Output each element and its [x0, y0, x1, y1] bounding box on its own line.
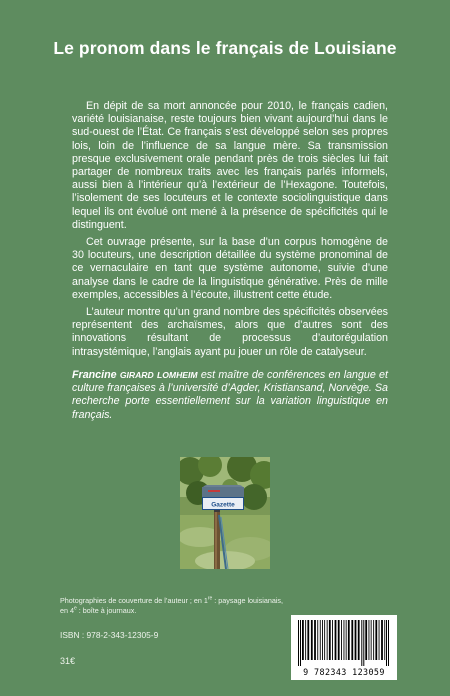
- barcode-digits: 9 782343 123059: [303, 667, 385, 677]
- mailbox-photo: [180, 457, 270, 569]
- author-bio: [72, 369, 388, 422]
- photo-credits: [60, 596, 300, 615]
- barcode-bar: [327, 620, 328, 660]
- book-title: Le pronom dans le français de Louisiane: [53, 38, 397, 58]
- barcode-bar: [300, 620, 301, 666]
- barcode-bar: [358, 620, 360, 660]
- author-name: [72, 369, 198, 381]
- barcode-bar: [332, 620, 333, 660]
- barcode-bar: [363, 620, 364, 666]
- barcode-bar: [365, 620, 367, 660]
- barcode-bar: [355, 620, 357, 660]
- barcode-bar: [361, 620, 362, 666]
- barcode-bar: [311, 620, 313, 660]
- barcode-bar: [346, 620, 347, 660]
- barcode-bar: [351, 620, 353, 660]
- mailbox-photo-illustration: [180, 457, 270, 569]
- barcode-bar: [344, 620, 345, 660]
- barcode-bar: [386, 620, 387, 666]
- barcode-bar: [322, 620, 323, 660]
- barcode-bar: [381, 620, 383, 660]
- isbn: ISBN : 978-2-343-12305-9: [60, 630, 159, 640]
- credits-line-1: Photographies de couverture de l’auteur ; en 1re : paysage louisianais,: [60, 595, 284, 605]
- barcode-bar: [305, 620, 306, 660]
- barcode-bar: [298, 620, 299, 666]
- barcode-bar: [317, 620, 318, 660]
- barcode-bar: [338, 620, 340, 660]
- barcode-bar: [329, 620, 331, 660]
- blurb: [72, 100, 388, 363]
- mailbox-label: Gazette: [211, 501, 235, 509]
- barcode-bar: [375, 620, 377, 660]
- barcode-bar: [307, 620, 309, 660]
- barcode: [291, 615, 397, 680]
- barcode-bar: [369, 620, 370, 660]
- barcode-bar: [379, 620, 380, 660]
- barcode-bar: [371, 620, 372, 660]
- price: 31€: [60, 656, 76, 666]
- blurb-paragraph: L’auteur montre qu’un grand nombre des spécificités observées représentent des archaïsmes, alors que d’autres sont des innovations résultant de processus d’autorégulation intrasystémique, l’anglais ayant pu jouer un rôle de catalyseur.: [72, 306, 388, 358]
- barcode-bar: [341, 620, 342, 660]
- barcode-bar: [324, 620, 325, 660]
- credits-line-2: en 4e : boîte à journaux.: [60, 605, 137, 615]
- barcode-bar: [348, 620, 350, 660]
- blurb-paragraph: Cet ouvrage présente, sur la base d’un corpus homogène de 30 locuteurs, une description détaillée du système pronominal de ce vernaculaire en tant que système autonome, suivie d’une analyse dans le cadre de la linguistique générative. Près de mille exemples, accessibles à l’écoute, illustrent cette étude.: [72, 236, 388, 301]
- barcode-bar: [320, 620, 321, 660]
- author-last-name-2: LOMHEIM: [156, 370, 198, 380]
- barcode-bars: [298, 620, 390, 666]
- barcode-bar: [335, 620, 337, 660]
- barcode-bar: [384, 620, 385, 660]
- barcode-bar: [314, 620, 316, 660]
- author-last-name-1: GIRARD: [119, 370, 154, 380]
- author-bio-text: est maître de conférences en langue et culture françaises à l’université d’Agder, Kristiansand, Norvège. Sa recherche porte essentiellement sur la variation linguistique en français.: [72, 369, 388, 421]
- blurb-paragraph: En dépit de sa mort annoncée pour 2010, le français cadien, variété louisianaise, reste toujours bien vivant aujourd’hui dans le sud-ouest de l’État. Ce français s’est développé selon ses propres lois, loin de l’influence de sa langue mère. Sa transmission presque exclusivement orale pendant près de trois siècles lui fait partager de nombreux traits avec les français parlés informels, aussi bien à l’intérieur qu’à l’extérieur de l’Hexagone. Toutefois, l’isolement de ses locuteurs et le contexte sociolinguistique dans lequel ils ont évolué ont mené à la présence de spécificités qui le distinguent.: [72, 100, 388, 231]
- author-first-name: Francine: [72, 369, 117, 381]
- barcode-bar: [373, 620, 374, 660]
- barcode-bar: [388, 620, 389, 666]
- barcode-bar: [302, 620, 304, 660]
